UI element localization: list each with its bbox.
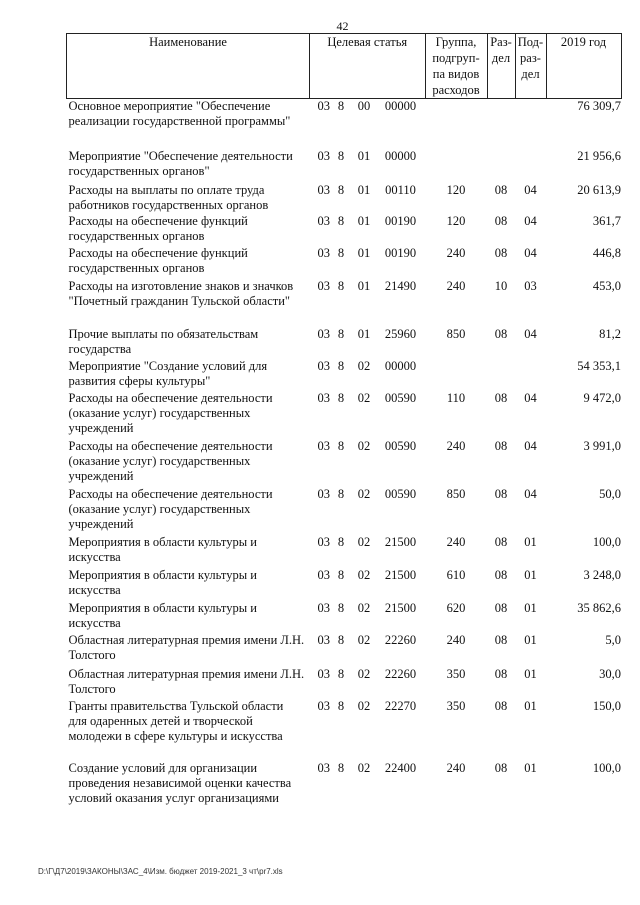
amount-2019: 3 248,0	[583, 567, 621, 582]
target-code-event: 02	[357, 390, 371, 405]
header-section: Раз- дел	[487, 34, 515, 99]
target-code-type: 8	[337, 148, 345, 163]
row-name: Мероприятия в области культуры и искусства	[68, 600, 257, 630]
amount-2019: 50,0	[599, 486, 621, 501]
subsection-code: 01	[524, 760, 537, 775]
expense-group: 610	[446, 567, 466, 582]
row-name: Расходы на обеспечение деятельности (оказание услуг) государственных учреждений	[68, 390, 273, 435]
target-code-type: 8	[337, 182, 345, 197]
target-code-program: 03	[317, 567, 330, 582]
target-code-event: 02	[357, 600, 371, 615]
subsection-code: 03	[524, 278, 537, 293]
table-row	[67, 699, 622, 761]
expense-group: 240	[446, 438, 466, 453]
section-code: 08	[494, 632, 508, 647]
amount-2019: 30,0	[599, 666, 621, 681]
subsection-code: 01	[524, 698, 537, 713]
section-code: 08	[494, 213, 508, 228]
table-row	[67, 761, 622, 817]
target-code-type: 8	[337, 390, 345, 405]
file-path-footer: D:\Г\Д7\2019\ЗАКОНЫ\ЗАС_4\Изм. бюджет 2019-2021_3 чт\pr7.xls	[38, 867, 283, 876]
target-code-program: 03	[317, 326, 330, 341]
table-row	[67, 667, 622, 699]
target-code-program: 03	[317, 600, 330, 615]
subsection-code: 04	[524, 213, 537, 228]
section-code: 08	[494, 567, 508, 582]
target-code-direction: 00590	[384, 486, 417, 501]
row-name: Расходы на обеспечение функций государственных органов	[68, 245, 248, 275]
target-code-direction: 00000	[384, 148, 417, 163]
amount-2019: 453,0	[592, 278, 621, 293]
section-code	[487, 359, 515, 391]
target-code-event: 01	[357, 245, 371, 260]
amount-2019: 100,0	[592, 534, 621, 549]
target-code-direction: 00110	[385, 182, 416, 197]
target-code-program: 03	[317, 486, 330, 501]
expense-group	[425, 149, 487, 183]
table-row	[67, 391, 622, 439]
subsection-code	[515, 149, 546, 183]
section-code	[487, 99, 515, 149]
page-number: 42	[336, 19, 349, 33]
amount-2019: 150,0	[592, 698, 621, 713]
row-name: Мероприятие "Обеспечение деятельности государственных органов"	[68, 148, 293, 178]
amount-2019: 5,0	[605, 632, 621, 647]
table-row	[67, 279, 622, 327]
section-code: 08	[494, 326, 508, 341]
section-code: 08	[494, 534, 508, 549]
expense-group: 350	[446, 698, 466, 713]
target-code-event: 01	[357, 278, 371, 293]
target-code-type: 8	[337, 534, 345, 549]
target-code-type: 8	[337, 358, 345, 373]
target-code-event: 02	[357, 632, 371, 647]
target-code-event: 00	[357, 99, 371, 113]
target-code-direction: 22260	[384, 632, 417, 647]
target-code-direction: 21500	[384, 534, 417, 549]
section-code: 08	[494, 698, 508, 713]
row-name: Мероприятие "Создание условий для развития сферы культуры"	[68, 358, 268, 388]
target-code-event: 02	[357, 698, 371, 713]
expense-group: 240	[446, 632, 466, 647]
table-row	[67, 246, 622, 279]
subsection-code: 01	[524, 666, 537, 681]
section-code: 08	[494, 760, 508, 775]
row-name: Создание условий для организации проведения независимой оценки качества условий оказания услуг организациями	[68, 760, 292, 805]
target-code-type: 8	[337, 326, 345, 341]
target-code-program: 03	[317, 182, 330, 197]
row-name: Основное мероприятие "Обеспечение реализации государственной программы"	[68, 99, 291, 128]
table-row	[67, 535, 622, 568]
expense-group	[425, 359, 487, 391]
target-code-direction: 00000	[384, 358, 417, 373]
target-code-program: 03	[317, 245, 330, 260]
target-code-program: 03	[317, 390, 330, 405]
expense-group: 240	[446, 245, 466, 260]
amount-2019: 361,7	[592, 213, 621, 228]
section-code: 08	[494, 390, 508, 405]
target-code-type: 8	[337, 278, 345, 293]
expense-group: 240	[446, 760, 466, 775]
target-code-event: 02	[357, 760, 371, 775]
expense-group: 240	[446, 278, 466, 293]
target-code-type: 8	[337, 760, 345, 775]
budget-table	[66, 33, 622, 817]
header-group: Группа, подгруп- па видов расходов	[425, 34, 487, 99]
amount-2019: 54 353,1	[577, 358, 621, 373]
target-code-direction: 00190	[384, 245, 417, 260]
target-code-program: 03	[317, 213, 330, 228]
target-code-direction: 21500	[384, 567, 417, 582]
row-name: Мероприятия в области культуры и искусства	[68, 567, 257, 597]
row-name: Расходы на обеспечение деятельности (оказание услуг) государственных учреждений	[68, 438, 273, 483]
table-row	[67, 568, 622, 601]
table-row	[67, 601, 622, 633]
target-code-program: 03	[317, 148, 330, 163]
target-code-type: 8	[337, 245, 345, 260]
amount-2019: 35 862,6	[577, 600, 621, 615]
target-code-direction: 22400	[384, 760, 417, 775]
row-name: Областная литературная премия имени Л.Н. Толстого	[68, 666, 305, 696]
header-year: 2019 год	[546, 34, 621, 99]
target-code-direction: 22260	[384, 666, 417, 681]
subsection-code	[515, 359, 546, 391]
expense-group: 850	[446, 326, 466, 341]
table-body	[67, 99, 622, 817]
target-code-event: 01	[357, 326, 371, 341]
target-code-type: 8	[337, 486, 345, 501]
amount-2019: 446,8	[592, 245, 621, 260]
row-name: Расходы на обеспечение функций государственных органов	[68, 213, 248, 243]
amount-2019: 3 991,0	[583, 438, 621, 453]
table-row	[67, 327, 622, 359]
amount-2019: 9 472,0	[583, 390, 621, 405]
target-code-event: 01	[357, 213, 371, 228]
section-code: 10	[494, 278, 508, 293]
subsection-code: 04	[524, 486, 537, 501]
target-code-direction: 22270	[384, 698, 417, 713]
target-code-program: 03	[317, 438, 330, 453]
target-code-type: 8	[337, 600, 345, 615]
header-subsection: Под- раз- дел	[515, 34, 546, 99]
section-code: 08	[494, 182, 508, 197]
target-code-type: 8	[337, 698, 345, 713]
target-code-program: 03	[317, 760, 330, 775]
amount-2019: 76 309,7	[577, 99, 621, 113]
section-code: 08	[494, 438, 508, 453]
row-name: Расходы на выплаты по оплате труда работников государственных органов	[68, 182, 269, 212]
target-code-program: 03	[317, 278, 330, 293]
target-code-program: 03	[317, 666, 330, 681]
target-code-direction: 00190	[384, 213, 417, 228]
row-name: Гранты правительства Тульской области для одаренных детей и творческой молодежи в сфере культуры и искусства	[68, 698, 284, 743]
target-code-event: 02	[357, 534, 371, 549]
table-header-row	[67, 34, 622, 99]
target-code-event: 01	[357, 148, 371, 163]
target-code-event: 02	[357, 358, 371, 373]
target-code-program: 03	[317, 358, 330, 373]
row-name: Расходы на изготовление знаков и значков "Почетный гражданин Тульской области"	[68, 278, 294, 308]
target-code-program: 03	[317, 99, 330, 113]
row-name: Расходы на обеспечение деятельности (оказание услуг) государственных учреждений	[68, 486, 273, 531]
subsection-code: 04	[524, 182, 537, 197]
target-code-direction: 00590	[384, 438, 417, 453]
target-code-event: 02	[357, 567, 371, 582]
target-code-program: 03	[317, 632, 330, 647]
target-code-type: 8	[337, 666, 345, 681]
target-code-event: 02	[357, 486, 371, 501]
section-code: 08	[494, 600, 508, 615]
amount-2019: 81,2	[599, 326, 621, 341]
section-code: 08	[494, 486, 508, 501]
table-row	[67, 149, 622, 183]
table-row	[67, 359, 622, 391]
target-code-event: 02	[357, 438, 371, 453]
target-code-type: 8	[337, 99, 345, 113]
subsection-code: 04	[524, 326, 537, 341]
expense-group	[425, 99, 487, 149]
table-row	[67, 487, 622, 535]
amount-2019: 100,0	[592, 760, 621, 775]
section-code	[487, 149, 515, 183]
subsection-code: 01	[524, 567, 537, 582]
target-code-type: 8	[337, 567, 345, 582]
table-row	[67, 633, 622, 667]
amount-2019: 21 956,6	[577, 148, 621, 163]
expense-group: 120	[446, 213, 466, 228]
amount-2019: 20 613,9	[577, 182, 621, 197]
target-code-direction: 21500	[384, 600, 417, 615]
target-code-type: 8	[337, 213, 345, 228]
section-code: 08	[494, 666, 508, 681]
subsection-code	[515, 99, 546, 149]
subsection-code: 04	[524, 245, 537, 260]
subsection-code: 04	[524, 390, 537, 405]
table-row	[67, 99, 622, 149]
table-row	[67, 214, 622, 246]
target-code-direction: 25960	[384, 326, 417, 341]
subsection-code: 04	[524, 438, 537, 453]
table-row	[67, 439, 622, 487]
section-code: 08	[494, 245, 508, 260]
target-code-type: 8	[337, 632, 345, 647]
target-code-direction: 00590	[384, 390, 417, 405]
target-code-event: 02	[357, 666, 371, 681]
expense-group: 620	[446, 600, 466, 615]
row-name: Областная литературная премия имени Л.Н. Толстого	[68, 632, 305, 662]
target-code-direction: 21490	[384, 278, 417, 293]
expense-group: 240	[446, 534, 466, 549]
subsection-code: 01	[524, 600, 537, 615]
target-code-type: 8	[337, 438, 345, 453]
table-row	[67, 183, 622, 214]
subsection-code: 01	[524, 632, 537, 647]
target-code-direction: 00000	[384, 99, 417, 113]
row-name: Прочие выплаты по обязательствам государства	[68, 326, 259, 356]
header-target: Целевая статья	[310, 34, 426, 99]
expense-group: 120	[446, 182, 466, 197]
expense-group: 350	[446, 666, 466, 681]
row-name: Мероприятия в области культуры и искусства	[68, 534, 257, 564]
target-code-program: 03	[317, 698, 330, 713]
expense-group: 850	[446, 486, 466, 501]
target-code-event: 01	[357, 182, 371, 197]
header-name: Наименование	[67, 34, 310, 99]
subsection-code: 01	[524, 534, 537, 549]
expense-group: 110	[446, 390, 466, 405]
target-code-program: 03	[317, 534, 330, 549]
